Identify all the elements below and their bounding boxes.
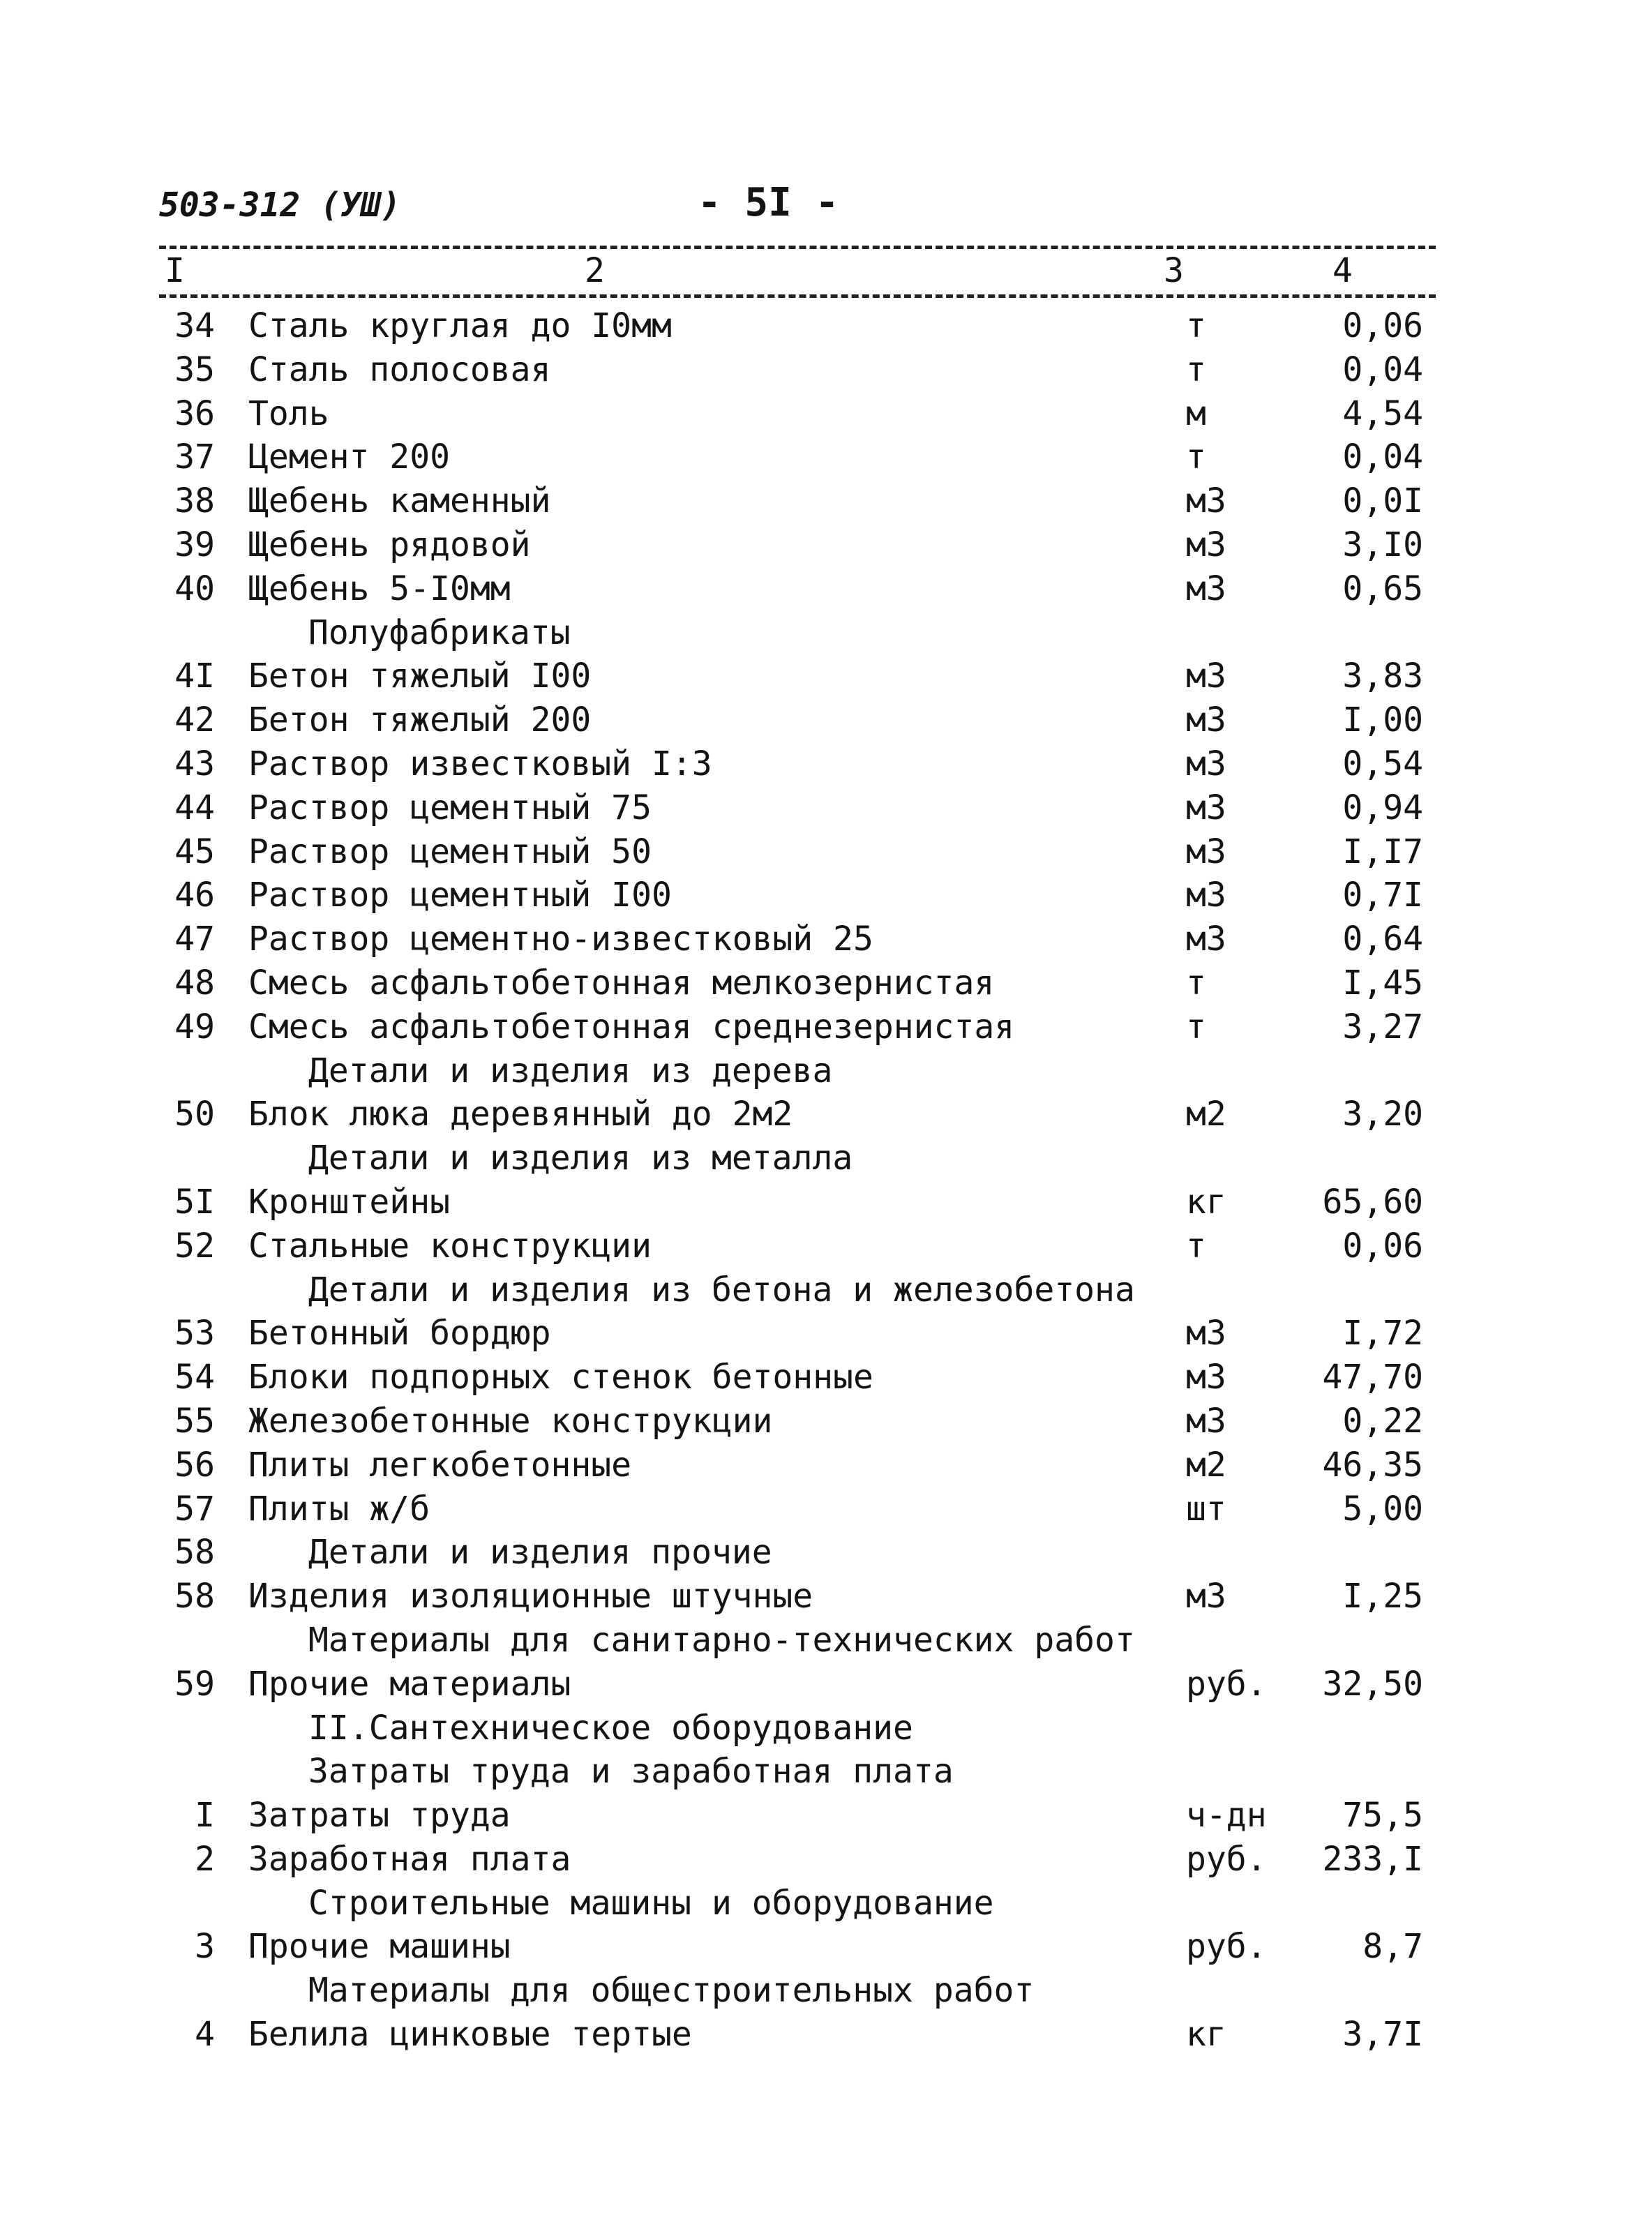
material-name: Раствор цементный I00 <box>248 876 672 915</box>
section-row <box>0 1969 1652 2013</box>
table-row <box>0 567 1652 611</box>
material-name: Сталь полосовая <box>248 350 551 389</box>
table-row <box>0 2013 1652 2057</box>
row-number: 47 <box>174 920 215 959</box>
quantity-cell: 233,I <box>1322 1839 1423 1879</box>
unit-cell: м3 <box>1186 920 1226 959</box>
quantity-cell: I,45 <box>1342 963 1423 1003</box>
column-header-4: 4 <box>1332 251 1353 290</box>
material-name: Смесь асфальтобетонная мелкозернистая <box>248 963 995 1003</box>
unit-cell: м3 <box>1186 656 1226 696</box>
material-name: Плиты легкобетонные <box>248 1445 632 1485</box>
quantity-cell: 0,04 <box>1342 437 1423 477</box>
material-name: Прочие машины <box>248 1927 511 1967</box>
table-top-rule <box>159 246 1436 249</box>
material-name: Щебень рядовой <box>248 525 531 564</box>
row-number: 5I <box>174 1182 215 1222</box>
row-number: 44 <box>174 788 215 827</box>
section-title: II.Сантехническое оборудование <box>308 1708 913 1748</box>
unit-cell: м3 <box>1186 525 1226 564</box>
unit-cell: руб. <box>1186 1927 1267 1967</box>
table-row <box>0 1005 1652 1049</box>
material-name: Изделия изоляционные штучные <box>248 1577 813 1616</box>
section-row <box>0 611 1652 655</box>
table-row <box>0 917 1652 961</box>
unit-cell: м <box>1186 393 1206 433</box>
material-name: Белила цинковые тертые <box>248 2015 692 2055</box>
section-row <box>0 1750 1652 1794</box>
table-row <box>0 1663 1652 1706</box>
unit-cell: ч-дн <box>1186 1796 1267 1836</box>
unit-cell: м3 <box>1186 832 1226 871</box>
unit-cell: т <box>1186 306 1206 345</box>
section-row <box>0 1706 1652 1750</box>
unit-cell: м3 <box>1186 700 1226 740</box>
table-header-rule <box>159 294 1436 298</box>
quantity-cell: 47,70 <box>1322 1358 1423 1397</box>
quantity-cell: 3,83 <box>1342 656 1423 696</box>
row-number: 36 <box>174 393 215 433</box>
material-name: Блок люка деревянный до 2м2 <box>248 1095 793 1134</box>
material-name: Прочие материалы <box>248 1664 571 1704</box>
material-name: Толь <box>248 393 329 433</box>
table-row <box>0 348 1652 392</box>
table-row <box>0 742 1652 786</box>
table-row <box>0 479 1652 523</box>
quantity-cell: 0,22 <box>1342 1401 1423 1441</box>
table-row <box>0 523 1652 567</box>
quantity-cell: I,I7 <box>1342 832 1423 871</box>
table-row <box>0 786 1652 830</box>
unit-cell: м3 <box>1186 1577 1226 1616</box>
table-row <box>0 1794 1652 1838</box>
table-row <box>0 654 1652 698</box>
page-header <box>0 180 1652 243</box>
material-name: Блоки подпорных стенок бетонные <box>248 1358 873 1397</box>
unit-cell: м3 <box>1186 876 1226 915</box>
unit-cell: т <box>1186 1226 1206 1266</box>
section-title: Детали и изделия из бетона и железобетона <box>308 1270 1135 1309</box>
unit-cell: м3 <box>1186 744 1226 783</box>
unit-cell: м3 <box>1186 1358 1226 1397</box>
unit-cell: м2 <box>1186 1095 1226 1134</box>
section-row <box>0 1049 1652 1093</box>
unit-cell: руб. <box>1186 1664 1267 1704</box>
unit-cell: м3 <box>1186 481 1226 521</box>
quantity-cell: 0,65 <box>1342 569 1423 608</box>
material-name: Плиты ж/б <box>248 1489 430 1529</box>
unit-cell: м3 <box>1186 1314 1226 1353</box>
quantity-cell: 0,0I <box>1342 481 1423 521</box>
table-row <box>0 1224 1652 1268</box>
material-name: Бетон тяжелый 200 <box>248 700 592 740</box>
table-row <box>0 1575 1652 1619</box>
material-name: Затраты труда <box>248 1796 511 1836</box>
table-row <box>0 392 1652 436</box>
material-name: Бетонный бордюр <box>248 1314 551 1353</box>
unit-cell: шт <box>1186 1489 1226 1529</box>
material-name: Заработная плата <box>248 1839 571 1879</box>
row-number: 59 <box>174 1664 215 1704</box>
quantity-cell: 0,04 <box>1342 350 1423 389</box>
table-row <box>0 1356 1652 1399</box>
quantity-cell: 0,54 <box>1342 744 1423 783</box>
table-row <box>0 1838 1652 1882</box>
quantity-cell: 0,06 <box>1342 1226 1423 1266</box>
table-row <box>0 1443 1652 1487</box>
row-number: 42 <box>174 700 215 740</box>
section-title: Строительные машины и оборудование <box>308 1883 994 1923</box>
row-number: 46 <box>174 876 215 915</box>
section-row <box>0 1619 1652 1663</box>
table-row <box>0 435 1652 479</box>
unit-cell: м3 <box>1186 1401 1226 1441</box>
unit-cell: т <box>1186 1007 1206 1046</box>
material-name: Бетон тяжелый I00 <box>248 656 592 696</box>
section-title: Материалы для общестроительных работ <box>308 1971 1035 2011</box>
row-number: 43 <box>174 744 215 783</box>
section-title: Детали и изделия из металла <box>308 1139 853 1178</box>
unit-cell: м3 <box>1186 569 1226 608</box>
row-number: 4 <box>195 2015 215 2055</box>
table-row <box>0 873 1652 917</box>
quantity-cell: 8,7 <box>1362 1927 1423 1967</box>
quantity-cell: 0,94 <box>1342 788 1423 827</box>
material-name: Смесь асфальтобетонная среднезернистая <box>248 1007 1015 1046</box>
unit-cell: т <box>1186 350 1206 389</box>
row-number: 37 <box>174 437 215 477</box>
quantity-cell: I,72 <box>1342 1314 1423 1353</box>
material-name: Железобетонные конструкции <box>248 1401 773 1441</box>
section-title: Затраты труда и заработная плата <box>308 1752 954 1792</box>
table-row <box>0 1093 1652 1136</box>
row-number: 45 <box>174 832 215 871</box>
quantity-cell: 3,27 <box>1342 1007 1423 1046</box>
row-number: 39 <box>174 525 215 564</box>
row-number: 2 <box>195 1839 215 1879</box>
table-row <box>0 1180 1652 1224</box>
row-number: I <box>195 1796 215 1836</box>
row-number: 34 <box>174 306 215 345</box>
row-number: 50 <box>174 1095 215 1134</box>
material-name: Раствор цементный 50 <box>248 832 652 871</box>
row-number: 35 <box>174 350 215 389</box>
table-body <box>0 304 1652 2057</box>
material-name: Раствор цементно-известковый 25 <box>248 920 873 959</box>
table-row <box>0 961 1652 1005</box>
material-name: Стальные конструкции <box>248 1226 652 1266</box>
table-row <box>0 1399 1652 1443</box>
section-title: Материалы для санитарно-технических работ <box>308 1620 1135 1660</box>
row-number: 52 <box>174 1226 215 1266</box>
quantity-cell: 32,50 <box>1322 1664 1423 1704</box>
quantity-cell: 3,7I <box>1342 2015 1423 2055</box>
quantity-cell: 3,I0 <box>1342 525 1423 564</box>
row-number: 53 <box>174 1314 215 1353</box>
quantity-cell: 0,06 <box>1342 306 1423 345</box>
table-row <box>0 698 1652 742</box>
unit-cell: кг <box>1186 2015 1226 2055</box>
unit-cell: м2 <box>1186 1445 1226 1485</box>
row-number: 3 <box>195 1927 215 1967</box>
table-row <box>0 830 1652 874</box>
section-row <box>0 1882 1652 1926</box>
quantity-cell: 0,64 <box>1342 920 1423 959</box>
table-row <box>0 304 1652 348</box>
quantity-cell: I,25 <box>1342 1577 1423 1616</box>
row-number: 58 <box>174 1577 215 1616</box>
material-name: Кронштейны <box>248 1182 450 1222</box>
page-number: - 5I - <box>698 180 839 225</box>
quantity-cell: I,00 <box>1342 700 1423 740</box>
section-row <box>0 1136 1652 1180</box>
material-name: Щебень 5-I0мм <box>248 569 511 608</box>
row-number: 4I <box>174 656 215 696</box>
row-number: 48 <box>174 963 215 1003</box>
quantity-cell: 46,35 <box>1322 1445 1423 1485</box>
row-number: 38 <box>174 481 215 521</box>
quantity-cell: 65,60 <box>1322 1182 1423 1222</box>
unit-cell: м3 <box>1186 788 1226 827</box>
quantity-cell: 0,7I <box>1342 876 1423 915</box>
section-row <box>0 1268 1652 1312</box>
row-number: 40 <box>174 569 215 608</box>
unit-cell: т <box>1186 963 1206 1003</box>
material-name: Раствор известковый I:3 <box>248 744 712 783</box>
row-number: 57 <box>174 1489 215 1529</box>
material-name: Щебень каменный <box>248 481 551 521</box>
quantity-cell: 3,20 <box>1342 1095 1423 1134</box>
row-number: 56 <box>174 1445 215 1485</box>
unit-cell: т <box>1186 437 1206 477</box>
section-row <box>0 1531 1652 1575</box>
row-number: 58 <box>174 1533 215 1573</box>
quantity-cell: 4,54 <box>1342 393 1423 433</box>
quantity-cell: 75,5 <box>1342 1796 1423 1836</box>
row-number: 55 <box>174 1401 215 1441</box>
quantity-cell: 5,00 <box>1342 1489 1423 1529</box>
document-code: 503-312 (УШ) <box>159 186 401 225</box>
section-title: Детали и изделия из дерева <box>308 1051 833 1090</box>
unit-cell: руб. <box>1186 1839 1267 1879</box>
row-number: 54 <box>174 1358 215 1397</box>
table-row <box>0 1312 1652 1356</box>
column-header-3: 3 <box>1164 251 1184 290</box>
material-name: Раствор цементный 75 <box>248 788 652 827</box>
table-row <box>0 1487 1652 1531</box>
material-name: Цемент 200 <box>248 437 450 477</box>
column-header-1: I <box>165 251 185 290</box>
column-header-2: 2 <box>585 251 605 290</box>
section-title: Полуфабрикаты <box>308 613 571 652</box>
row-number: 49 <box>174 1007 215 1046</box>
section-title: Детали и изделия прочие <box>308 1533 772 1573</box>
unit-cell: кг <box>1186 1182 1226 1222</box>
material-name: Сталь круглая до I0мм <box>248 306 672 345</box>
table-row <box>0 1925 1652 1969</box>
